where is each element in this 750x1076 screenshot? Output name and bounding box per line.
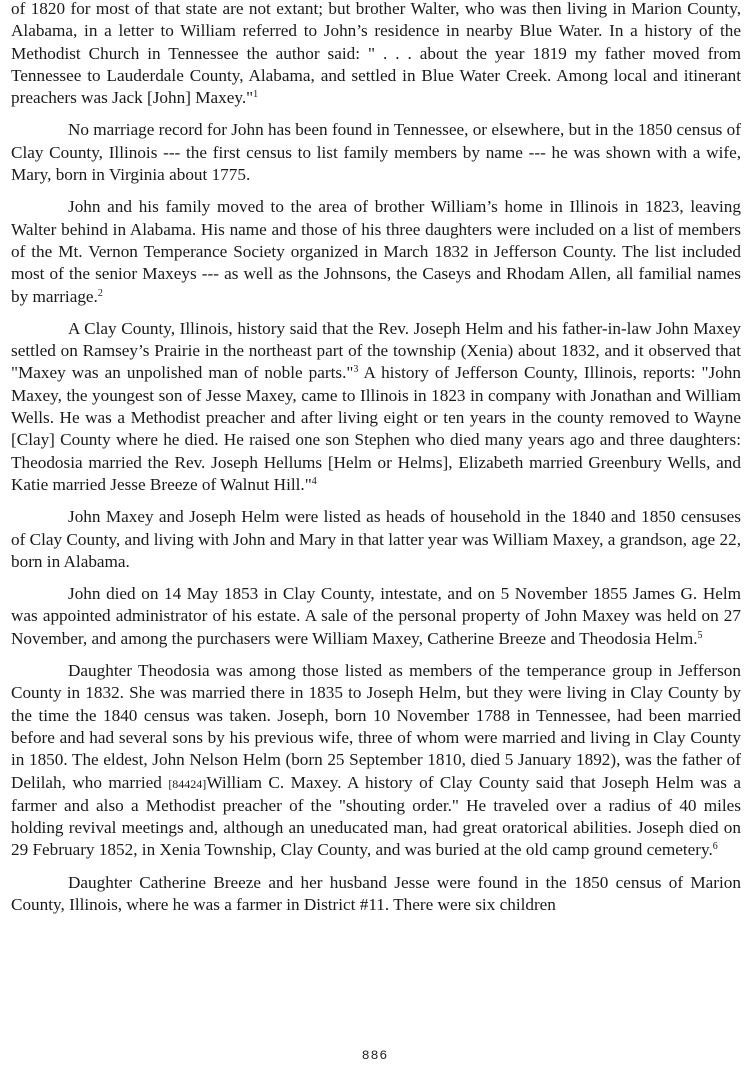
paragraph-text: John and his family moved to the area of brother William’s home in Illinois in 1823, leaving Walter behind in Alabama. His name and those of his three daughters were included on a list of members of the Mt. Vernon Temperance Society organized in March 1832 in Jefferson County. The list included most of the senior Maxeys --- as well as the Johnsons, the Caseys and Rhodam Allen, all familial names by marriage. xyxy=(11,197,741,306)
footnote-marker: 5 xyxy=(697,629,703,641)
footnote-marker: 3 xyxy=(353,364,359,376)
footnote-marker: 6 xyxy=(712,841,718,853)
paragraph-4 xyxy=(11,318,741,496)
paragraph-text: of 1820 for most of that state are not extant; but brother Walter, who was then living in Marion County, Alabama, in a letter to William referred to John’s residence in nearby Blue Water. In a history of the Methodist Church in Tennessee the author said: " . . . about the year 1819 my father moved from Tennessee to Lauderdale County, Alabama, and settled in Blue Water Creek. Among local and itinerant preachers was Jack [John] Maxey." xyxy=(11,0,741,108)
paragraph-text: Daughter Catherine Breeze and her husband Jesse were found in the 1850 census of Marion County, Illinois, where he was a farmer in District #11. There were six children xyxy=(11,872,741,914)
paragraph-text: John Maxey and Joseph Helm were listed as heads of household in the 1840 and 1850 censuses of Clay County, and living with John and Mary in that latter year was William Maxey, a grandson, age 22, born in Alabama. xyxy=(11,507,741,571)
paragraph-text: A history of Jefferson County, Illinois, reports: "John Maxey, the youngest son of Jesse Maxey, came to Illinois in 1823 in company with Jonathan and William Wells. He was a Methodist preacher and after living eight or ten years in the county removed to Wayne [Clay] County where he died. He raised one son Stephen who died many years ago and three daughters: Theodosia married the Rev. Joseph Hellums [Helm or Helms], Elizabeth married Greenbury Wells, and Katie married Jesse Breeze of Walnut Hill." xyxy=(11,363,741,494)
paragraph-2 xyxy=(11,119,741,186)
paragraph-7 xyxy=(11,660,741,862)
footnote-marker: 4 xyxy=(311,475,317,487)
paragraph-text: John died on 14 May 1853 in Clay County, intestate, and on 5 November 1855 James G. Helm was appointed administrator of his estate. A sale of the personal property of John Maxey was held on 27 November, and among the purchasers were William Maxey, Catherine Breeze and Theodosia Helm. xyxy=(11,584,741,648)
paragraph-text: No marriage record for John has been found in Tennessee, or elsewhere, but in the 1850 census of Clay County, Illinois --- the first census to list family members by name --- he was shown with a wife, Mary, born in Virginia about 1775. xyxy=(11,120,741,185)
page-body xyxy=(11,0,741,926)
paragraph-5 xyxy=(11,506,741,573)
paragraph-text: William C. Maxey. A history of Clay County said that Joseph Helm was a farmer and also a Methodist preacher of the "shouting order." He traveled over a radius of 40 miles holding revival meetings and, although an uneducated man, had great oratorical abilities. Joseph died on 29 February 1852, in Xenia Township, Clay County, and was buried at the old camp ground cemetery. xyxy=(11,772,741,860)
paragraph-text: A Clay County, Illinois, history said that the Rev. Joseph Helm and his father-in-law John Maxey settled on Ramsey’s Prairie in the northeast part of the township (Xenia) about 1832, and it observed that "Maxey was an unpolished man of noble parts." xyxy=(11,318,741,383)
paragraph-text: Daughter Theodosia was among those listed as members of the temperance group in Jefferson County in 1832. She was married there in 1835 to Joseph Helm, but they were living in Clay County by the time the 1840 census was taken. Joseph, born 10 November 1788 in Tennessee, had been married before and had several sons by his previous wife, three of whom were married and living in Clay County in 1850. The eldest, John Nelson Helm (born 25 September 1810, died 5 January 1892), was the father of Delilah, who married xyxy=(11,661,741,792)
paragraph-6 xyxy=(11,583,741,650)
person-reference-id: [84424] xyxy=(168,776,207,791)
page-number: 886 xyxy=(361,1048,389,1063)
paragraph-8 xyxy=(11,872,741,917)
paragraph-1 xyxy=(11,0,741,109)
footnote-marker: 2 xyxy=(97,287,103,299)
footnote-marker: 1 xyxy=(253,89,259,101)
paragraph-3 xyxy=(11,196,741,307)
